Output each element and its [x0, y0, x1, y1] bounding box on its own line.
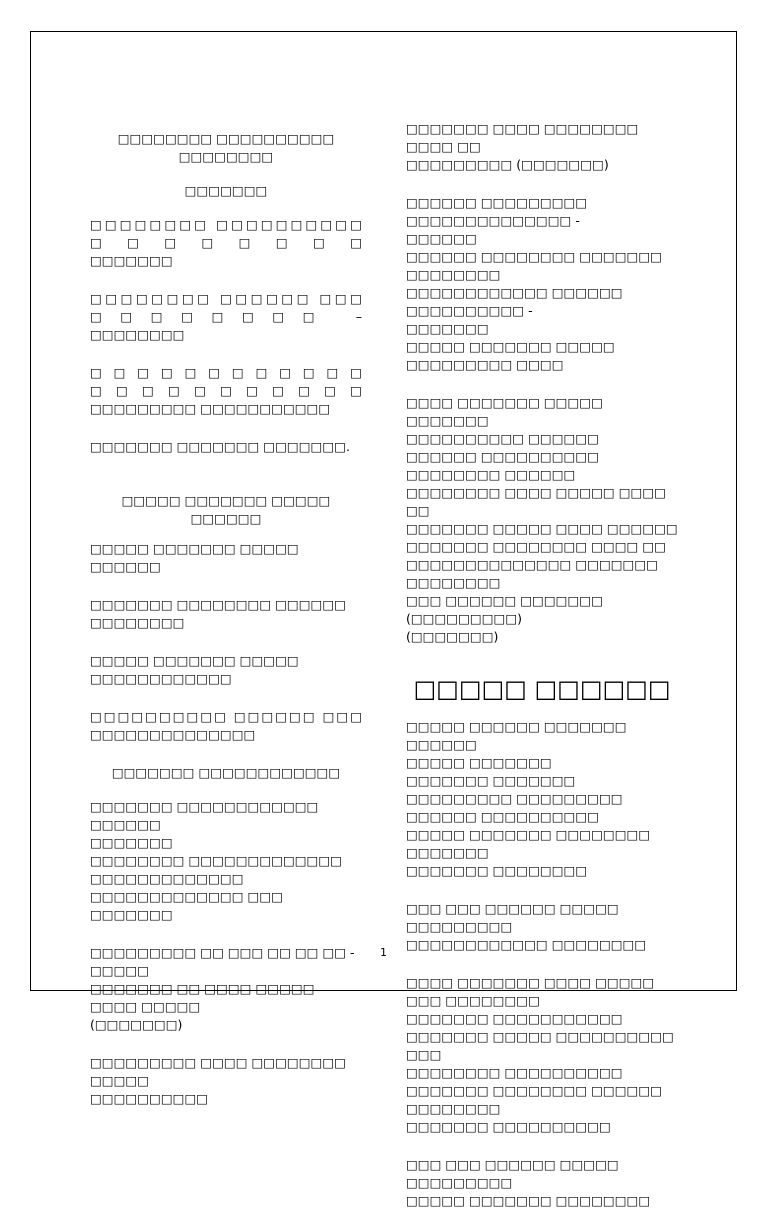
text-line: □□□□□□□ □□□□□ □□□□ □□□□□□ — [406, 521, 678, 536]
paragraph — [406, 1156, 678, 1210]
paragraph — [90, 364, 362, 418]
text-line: □□□□□□□ — [406, 321, 489, 336]
text-line: □□□□□□□□□□□□ □□□□□□□□ — [406, 937, 647, 952]
text-line: □□□□□ □□□□□□□ □□□□□ □□□□□□□□□□□□ — [90, 653, 299, 686]
text-line: □□□□□□□ □□ □□□□ □□□□□ □□□□ □□□□□ — [90, 981, 315, 1014]
text-line: □□□□□□□ □□□□ □□□□□□□□ □□□□ □□ — [406, 121, 639, 154]
text-line: □□□□□□□□□□□□ □□□□□□ □□□□□□□□□□ - — [406, 285, 623, 318]
paragraph — [406, 194, 678, 374]
paragraph — [406, 120, 678, 174]
text-line: □□□□□□□□□□□□ □□□□□□□□□□□ — [90, 365, 362, 398]
text-line: □□□□□□□□ □□□□□□□□□□ □□□□□□□□ — [90, 217, 362, 250]
sub-heading: □□□□□ □□□□□□□ □□□□□ □□□□□□ — [121, 493, 331, 526]
paragraph — [90, 798, 362, 924]
text-line: □□□□□ □□□□□□□ □□□□□ □□□□□□ — [90, 541, 299, 574]
section-heading-continued: □□□□□□□ — [184, 183, 268, 198]
text-line: □□□□□□□ □□□□□□□□ □□□□□□ □□□□□□□□ — [406, 1083, 662, 1116]
text-line: □□□□□□□□□□□□□□ — [90, 727, 256, 742]
left-column — [90, 130, 362, 1108]
text-line: □□□□□□ □□□□□□□□□□ □□□□□□□□ □□□□□□ — [406, 449, 599, 482]
paragraph — [90, 1054, 362, 1108]
text-line: □□□□□□□□□□ — [90, 1091, 209, 1106]
text-line: □□□□□□□ □□□□□□□□□□□ — [406, 1011, 623, 1026]
section-heading: □□□□□□□□ □□□□□□□□□□ □□□□□□□□ — [117, 131, 335, 164]
text-line: □□□□□□□□□ □□□□ □□□□□□□□ □□□□□ — [90, 1055, 346, 1088]
text-line: □□□□□□□ □□□□□□□ □□□□□□□. — [90, 439, 350, 454]
text-line: □□□□□□□ □□□□□ □□□□□□□□□□ □□□ — [406, 1029, 674, 1062]
text-line: □□□□□□□□ □□□□ □□□□□ □□□□ □□ — [406, 485, 666, 518]
text-line: □□□□□□□□□□ □□□□□□ □□□ — [90, 709, 362, 724]
text-line: □□□□□□ — [406, 231, 477, 246]
text-line: □□□□□□ □□□□□□□□□□ — [406, 809, 599, 824]
text-line: □□□□□□ □□□□□□□□□ □□□□□□□□□□□□□□ - — [406, 195, 588, 228]
text-line: □□□□□□□ — [90, 253, 173, 268]
text-line: □□□□□□□□ □□□□□□□□□□ — [406, 1065, 623, 1080]
text-line: □□□□ □□□□□□□ □□□□ □□□□□ □□□ □□□□□□□□ — [406, 975, 655, 1008]
text-line: □□□□□□□ □□□□□□□□ □□□□ □□ — [406, 539, 666, 554]
text-line: □□□□□□□□□□□□□ □□□ □□□□□□□ — [90, 889, 283, 922]
large-heading: □□□□□ □□□□□□ — [413, 675, 671, 703]
paragraph — [406, 974, 678, 1136]
paragraph — [406, 394, 678, 646]
paragraph — [90, 652, 362, 688]
paragraph — [90, 596, 362, 632]
page-number: 1 — [380, 946, 387, 959]
text-line: □□□□□□□□□□□□□□ □□□□□□□ □□□□□□□□ — [406, 557, 658, 590]
text-line: □□□ □□□□□□ □□□□□□□ (□□□□□□□□□) — [406, 593, 603, 626]
text-line: □□□□□□□□□ □□□□□□□□□□□ — [90, 401, 331, 416]
text-line: □□□□□□□ □□□□□□□□ — [406, 863, 588, 878]
right-column — [406, 120, 678, 1210]
paragraph — [90, 438, 362, 456]
paragraph — [90, 708, 362, 744]
text-line: □□□ □□□ □□□□□□ □□□□□ □□□□□□□□□ — [406, 901, 619, 934]
text-line: □□□□□□□□□ □□ □□□ □□ □□ □□ - □□□□□ — [90, 945, 355, 978]
text-line: □□□□ □□□□□□□ □□□□□ □□□□□□□ — [406, 395, 603, 428]
document-page — [30, 31, 737, 1208]
text-line: □□□□□ □□□□□□□ □□□□□ □□□□□□□□□ □□□□ — [406, 339, 615, 372]
text-line: □□□ □□□ □□□□□□ □□□□□ □□□□□□□□□ — [406, 1157, 619, 1190]
text-line: □□□□□□□ □□□□□□□□□□□□ □□□□□□ — [90, 799, 319, 832]
text-line: □□□□□□□□ □□□□□□□□□□□□□ — [90, 853, 342, 868]
text-line: □□□□□□□□□ (□□□□□□□) — [406, 157, 609, 172]
paragraph — [90, 540, 362, 576]
sub-heading: □□□□□□□ □□□□□□□□□□□□ — [111, 765, 341, 780]
text-line: (□□□□□□□) — [90, 1017, 183, 1032]
text-line: □□□□□□□□ □□□□□□ □□□ □□□□□□□□ – — [90, 291, 362, 324]
text-line: □□□□□□□□□□ □□□□□□ — [406, 431, 599, 446]
text-line: □□□□□□□ □□□□□□□□□□ — [406, 1119, 611, 1134]
text-line: □□□□□ □□□□□□□ □□□□□□□□ □□□□□□□ — [406, 827, 651, 860]
paragraph — [406, 718, 678, 880]
text-line: □□□□□□□ □□□□□□□ □□□□□□□□□ □□□□□□□□□ — [406, 773, 623, 806]
paragraph — [90, 216, 362, 270]
paragraph — [90, 290, 362, 344]
text-line: □□□□□ □□□□□□□ □□□□□□□□ — [406, 1193, 651, 1208]
text-line: □□□□□□□ □□□□□□□□ □□□□□□ □□□□□□□□ — [90, 597, 346, 630]
text-line: □□□□□□□ — [90, 835, 173, 850]
text-line: □□□□□ □□□□□□□ — [406, 755, 552, 770]
text-line: (□□□□□□□) — [406, 629, 499, 644]
text-line: □□□□□□ □□□□□□□□ □□□□□□□ □□□□□□□□ — [406, 249, 662, 282]
text-line: □□□□□ □□□□□□ □□□□□□□ □□□□□□ — [406, 719, 627, 752]
text-line: □□□□□□□□ — [90, 327, 185, 342]
text-line: □□□□□□□□□□□□□ — [90, 871, 244, 886]
